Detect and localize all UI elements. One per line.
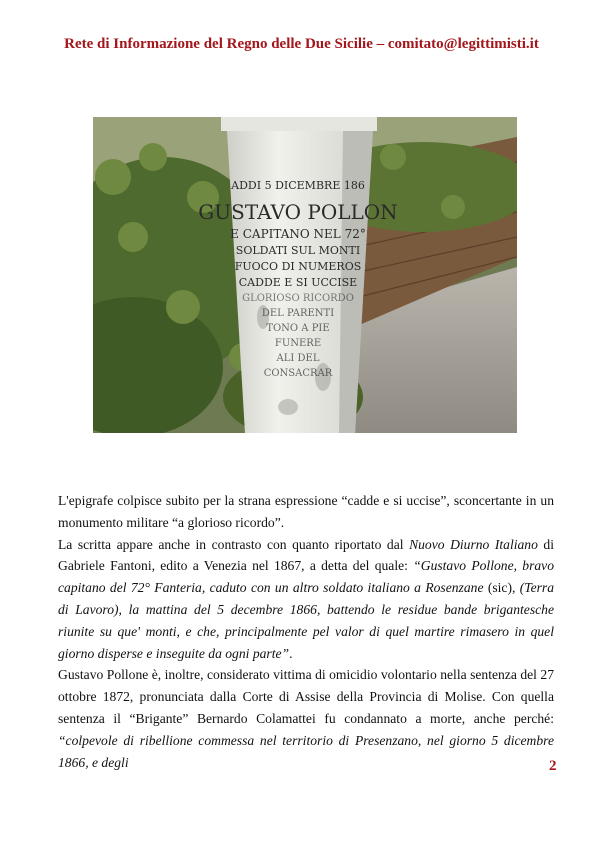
monument-photo bbox=[93, 117, 517, 433]
inscription-line: GUSTAVO POLLON bbox=[198, 200, 398, 224]
paragraph: L'epigrafe colpisce subito per la strana espressione “cadde e si uccise”, sconcertante in un monumento militare “a glorioso ricordo”. bbox=[58, 493, 554, 530]
inscription-line: DEL PARENTI bbox=[261, 308, 335, 319]
inscription-line: ALI DEL bbox=[276, 353, 320, 364]
paragraph: Gustavo Pollone è, inoltre, considerato vittima di omicidio volontario nella sentenza del 27 ottobre 1872, pronunciata dalla Corte di Assise della Provincia di Molise. Con quella sentenza il “Brigante” Bernardo Colamattei fu condannato a morte, anche perché: “colpevole di ribellione commessa nel territorio di Presenzano, nel giorno 5 dicembre 1866, e degli bbox=[58, 667, 554, 770]
page-header: Rete di Informazione del Regno delle Due Sicilie – comitato@legittimisti.it bbox=[64, 36, 539, 52]
inscription-line: FUNERE bbox=[274, 338, 322, 349]
inscription-line: SOLDATI SUL MONTI bbox=[235, 244, 361, 257]
inscription-line: CADDE E SI UCCISE bbox=[238, 276, 358, 289]
article-body bbox=[58, 490, 554, 773]
paragraph: La scritta appare anche in contrasto con quanto riportato dal Nuovo Diurno Italiano di Gabriele Fantoni, edito a Venezia nel 1867, a detta del quale: “Gustavo Pollone, bravo capitano del 72° Fanteria, caduto con un altro soldato italiano a Rosenzane (sic), (Terra di Lavoro), la mattina del 5 decembre 1866, battendo le residue bande brigantesche riunite su que' monti, e che, principalmente pel valor di quel martire rimasero in quel giorno disperse e inseguite da ogni parte”. bbox=[58, 536, 554, 661]
inscription-line: ADDI 5 DICEMBRE 186 bbox=[231, 179, 365, 192]
inscription-line: E CAPITANO NEL 72° bbox=[230, 227, 366, 241]
page-number: 2 bbox=[549, 758, 557, 774]
inscription-line: CONSACRAR bbox=[263, 368, 333, 379]
inscription-line: FUOCO DI NUMEROS bbox=[234, 260, 362, 273]
inscription-line: GLORIOSO RICORDO bbox=[242, 293, 354, 304]
inscription-line: TONO A PIE bbox=[266, 323, 330, 334]
